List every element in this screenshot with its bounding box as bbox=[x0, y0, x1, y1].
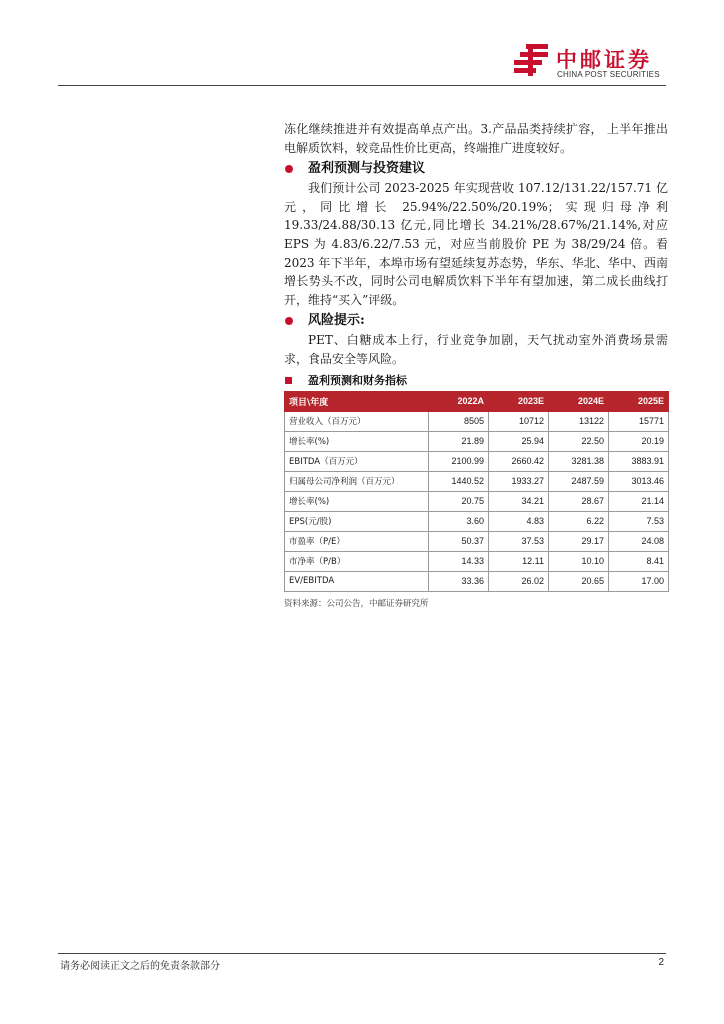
table-cell: 17.00 bbox=[609, 571, 669, 591]
table-cell: EPS(元/股) bbox=[285, 511, 429, 531]
section-heading-risk bbox=[284, 311, 668, 331]
table-cell: 10712 bbox=[489, 411, 549, 431]
table-row bbox=[285, 531, 669, 551]
table-cell: 2100.99 bbox=[429, 451, 489, 471]
table-cell: 1440.52 bbox=[429, 471, 489, 491]
intro-paragraph: 冻化继续推进并有效提高单点产出。3.产品品类持续扩容， 上半年推出电解质饮料，较竞品性价比更高，终端推广进度较好。 bbox=[284, 122, 668, 155]
table-cell: 3883.91 bbox=[609, 451, 669, 471]
table-cell: 12.11 bbox=[489, 551, 549, 571]
table-cell: 7.53 bbox=[609, 511, 669, 531]
table-header-row bbox=[285, 391, 669, 411]
table-cell: 33.36 bbox=[429, 571, 489, 591]
table-cell: 20.65 bbox=[549, 571, 609, 591]
risk-paragraph: PET、白糖成本上行，行业竞争加剧，天气扰动室外消费场景需求，食品安全等风险。 bbox=[284, 333, 668, 366]
table-header-cell: 2025E bbox=[609, 391, 669, 411]
table-cell: 3013.46 bbox=[609, 471, 669, 491]
table-cell: 归属母公司净利润（百万元） bbox=[285, 471, 429, 491]
table-source-note: 资料来源：公司公告，中邮证券研究所 bbox=[284, 598, 429, 609]
table-cell: 市净率（P/B） bbox=[285, 551, 429, 571]
footer-divider bbox=[58, 953, 666, 954]
report-content bbox=[284, 120, 668, 609]
table-cell: EBITDA（百万元） bbox=[285, 451, 429, 471]
table-cell: 20.19 bbox=[609, 431, 669, 451]
bullet-dot-icon bbox=[285, 317, 293, 325]
table-cell: 50.37 bbox=[429, 531, 489, 551]
section-heading-forecast bbox=[284, 159, 668, 179]
table-title bbox=[284, 372, 668, 390]
table-cell: 2487.59 bbox=[549, 471, 609, 491]
table-cell: 15771 bbox=[609, 411, 669, 431]
table-cell: 4.83 bbox=[489, 511, 549, 531]
brand-name-cn: 中邮证券 bbox=[556, 48, 652, 72]
china-post-logo-icon bbox=[512, 42, 552, 78]
table-cell: 22.50 bbox=[549, 431, 609, 451]
table-cell: 3281.38 bbox=[549, 451, 609, 471]
table-cell: 10.10 bbox=[549, 551, 609, 571]
table-cell: 25.94 bbox=[489, 431, 549, 451]
square-bullet-icon bbox=[285, 377, 292, 384]
table-row bbox=[285, 411, 669, 431]
table-header-cell: 2022A bbox=[429, 391, 489, 411]
table-header-cell: 2024E bbox=[549, 391, 609, 411]
page-number: 2 bbox=[658, 957, 664, 968]
section-title: 盈利预测与投资建议 bbox=[308, 161, 426, 177]
table-header-cell: 项目\年度 bbox=[285, 391, 429, 411]
table-cell: 20.75 bbox=[429, 491, 489, 511]
table-cell: 21.14 bbox=[609, 491, 669, 511]
table-row bbox=[285, 471, 669, 491]
table-row bbox=[285, 551, 669, 571]
table-cell: 市盈率（P/E） bbox=[285, 531, 429, 551]
table-header-cell: 2023E bbox=[489, 391, 549, 411]
table-title-text: 盈利预测和财务指标 bbox=[308, 373, 407, 387]
table-cell: 8505 bbox=[429, 411, 489, 431]
table-row bbox=[285, 431, 669, 451]
table-cell: 增长率(%) bbox=[285, 491, 429, 511]
bullet-dot-icon bbox=[285, 165, 293, 173]
brand-name-en: CHINA POST SECURITIES bbox=[557, 70, 660, 79]
table-row bbox=[285, 511, 669, 531]
financial-table bbox=[284, 391, 669, 592]
table-cell: 28.67 bbox=[549, 491, 609, 511]
table-cell: 37.53 bbox=[489, 531, 549, 551]
table-cell: 6.22 bbox=[549, 511, 609, 531]
table-row bbox=[285, 571, 669, 591]
page-header bbox=[0, 0, 724, 86]
table-cell: 13122 bbox=[549, 411, 609, 431]
table-cell: 8.41 bbox=[609, 551, 669, 571]
table-cell: 营业收入（百万元） bbox=[285, 411, 429, 431]
table-row bbox=[285, 491, 669, 511]
table-cell: 14.33 bbox=[429, 551, 489, 571]
table-row bbox=[285, 451, 669, 471]
table-cell: 3.60 bbox=[429, 511, 489, 531]
forecast-paragraph: 我们预计公司 2023-2025 年实现营收 107.12/131.22/157.71 亿元，同比增长 25.94%/22.50%/20.19%；实现归母净利 19.33/24.88/30.13 亿元,同比增长 34.21%/28.67%/21.14%,对应 EPS 为 4.83/6.22/7.53 元，对应当前股价 PE 为 38/29/24 倍。看 2023 年下半年，本埠市场有望延续复苏态势，华东、华北、华中、西南增长势头不改，同时公司电解质饮料下半年有望加速，第二成长曲线打开，维持“买入”评级。 bbox=[284, 181, 668, 307]
table-cell: 34.21 bbox=[489, 491, 549, 511]
table-cell: 21.89 bbox=[429, 431, 489, 451]
table-cell: 增长率(%) bbox=[285, 431, 429, 451]
header-divider bbox=[58, 85, 666, 86]
table-cell: 29.17 bbox=[549, 531, 609, 551]
table-cell: EV/EBITDA bbox=[285, 571, 429, 591]
footer-disclaimer: 请务必阅读正文之后的免责条款部分 bbox=[60, 961, 220, 972]
table-cell: 26.02 bbox=[489, 571, 549, 591]
table-cell: 24.08 bbox=[609, 531, 669, 551]
table-cell: 2660.42 bbox=[489, 451, 549, 471]
table-cell: 1933.27 bbox=[489, 471, 549, 491]
section-title: 风险提示: bbox=[308, 313, 365, 329]
